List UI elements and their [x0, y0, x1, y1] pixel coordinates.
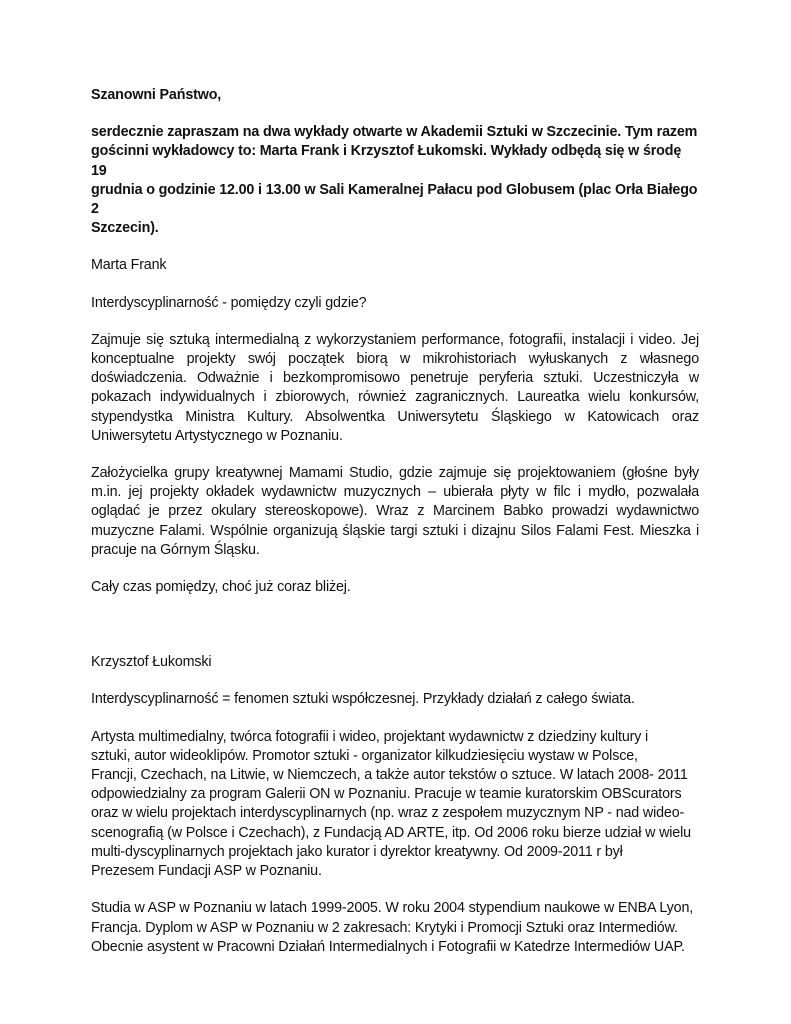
intro-line: gościnni wykładowcy to: Marta Frank i Krzysztof Łukomski. Wykłady odbędą się w środę 19 — [91, 143, 682, 179]
bio-line: doświadczenia. Odważnie i bezkompromisowo penetruje peryferia sztuki. Uczestniczyła w — [91, 370, 699, 387]
bio-line: stypendystka Ministra Kultury. Absolwentka Uniwersytetu Śląskiego w Katowicach oraz — [91, 408, 699, 425]
bio-line: Prezesem Fundacji ASP w Poznaniu. — [91, 863, 322, 880]
bio-line: oraz w wielu projektach interdyscyplinarnych (np. wraz z zespołem muzycznym NP - nad wideo- — [91, 805, 685, 822]
bio-line: scenografią (w Polsce i Czechach), z Fundacją AD ARTE, itp. Od 2006 roku bierze udział w wielu — [91, 824, 691, 841]
speaker2-bio-paragraph-1 — [91, 728, 699, 882]
speaker2-bio-paragraph-2 — [91, 899, 699, 957]
bio-line: Studia w ASP w Poznaniu w latach 1999-2005. W roku 2004 stypendium naukowe w ENBA Lyon, — [91, 900, 694, 917]
bio-line: odpowiedzialny za program Galerii ON w Poznaniu. Pracuje w teamie kuratorskim OBScurators — [91, 786, 682, 803]
bio-line: Uniwersytetu Artystycznego w Poznaniu. — [91, 427, 343, 444]
bio-line: Zajmuje się sztuką intermedialną z wykorzystaniem performance, fotografii, instalacji i video. Jej — [91, 331, 699, 348]
speaker1-closing: Cały czas pomiędzy, choć już coraz bliżej. — [91, 579, 351, 596]
bio-line: sztuki, autor wideoklipów. Promotor sztuki - organizator kilkudziesięciu wystaw w Polsce, — [91, 747, 638, 764]
speaker1-bio-paragraph-1 — [91, 331, 699, 446]
intro-line: grudnia o godzinie 12.00 i 13.00 w Sali Kameralnej Pałacu pod Globusem (plac Orła Białego 2 — [91, 181, 698, 218]
bio-line: Francji, Czechach, na Litwie, w Niemczech, a także autor tekstów o sztuce. W latach 2008- 2011 — [91, 767, 688, 784]
intro-line: serdecznie zapraszam na dwa wykłady otwarte w Akademii Sztuki w Szczecinie. Tym razem — [91, 124, 698, 141]
bio-line: m.in. jej projekty okładek wydawnictw muzycznych – ubierała płyty w filc i mydło, pozwalała — [91, 484, 699, 501]
greeting: Szanowni Państwo, — [91, 87, 222, 103]
bio-line: muzyczne Falami. Wspólnie organizują śląskie targi sztuki i dizajnu Silos Falami Fest. Mieszka i — [91, 522, 699, 539]
speaker1-lecture-title: Interdyscyplinarność - pomiędzy czyli gdzie? — [91, 294, 367, 311]
bio-line: oglądać je przez okulary stereoskopowe). Wraz z Marcinem Babko prowadzi wydawnictwo — [91, 503, 699, 520]
bio-line: konceptualne projekty swój początek biorą w mikrohistoriach wyłuskanych z własnego — [91, 351, 699, 368]
speaker1-bio-paragraph-2 — [91, 464, 699, 560]
bio-line: multi-dyscyplinarnych projektach jako kurator i dyrektor kreatywny. Od 2009-2011 r był — [91, 843, 623, 860]
bio-line: Założycielka grupy kreatywnej Mamami Studio, gdzie zajmuje się projektowaniem (głośne były — [91, 465, 699, 482]
speaker2-name: Krzysztof Łukomski — [91, 654, 212, 671]
speaker1-name: Marta Frank — [91, 257, 167, 274]
document-page — [91, 86, 699, 975]
intro-line: Szczecin). — [91, 220, 159, 237]
bio-line: pracuje na Górnym Śląsku. — [91, 541, 260, 558]
bio-line: Artysta multimedialny, twórca fotografii i wideo, projektant wydawnictw z dziedziny kultury i — [91, 728, 649, 745]
speaker2-lecture-title: Interdyscyplinarność = fenomen sztuki współczesnej. Przykłady działań z całego świata. — [91, 691, 635, 708]
bio-line: Francja. Dyplom w ASP w Poznaniu w 2 zakresach: Krytyki i Promocji Sztuki oraz Intermediów. — [91, 919, 678, 936]
bio-line: pokazach indywidualnych i zbiorowych, również zagranicznych. Laureatka wielu konkursów, — [91, 389, 699, 406]
bio-line: Obecnie asystent w Pracowni Działań Intermedialnych i Fotografii w Katedrze Intermediów UAP. — [91, 938, 685, 955]
intro-paragraph — [91, 123, 699, 238]
